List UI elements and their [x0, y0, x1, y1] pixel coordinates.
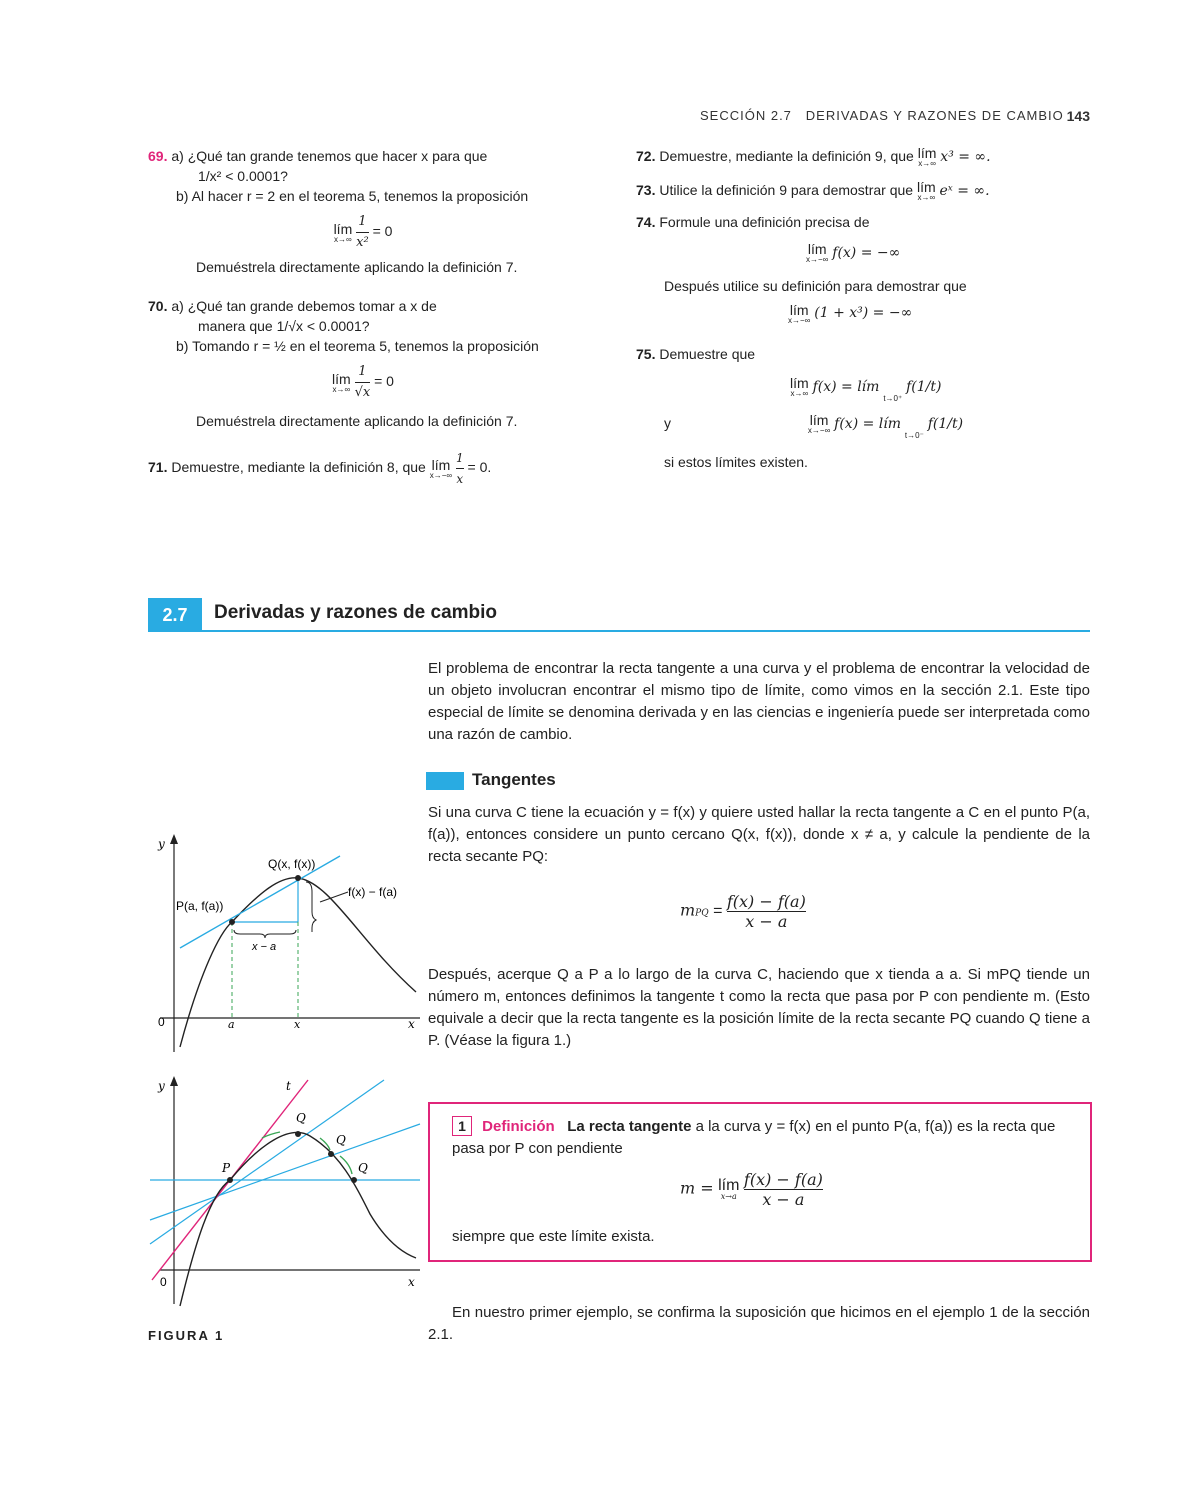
exercise-text: Demuestre, mediante la definición 8, que — [171, 459, 426, 476]
p-label: P — [222, 1161, 231, 1175]
point-p — [227, 1177, 233, 1183]
formula-eq: = 0 — [372, 223, 393, 240]
lim-sub: t→0⁺ — [883, 394, 903, 403]
exercise-number: 71. — [148, 459, 168, 476]
exercise-text: Utilice la definición 9 para demostrar que — [659, 182, 914, 198]
exercise-71 — [148, 448, 578, 489]
formula-expr: x³ = ∞. — [940, 149, 991, 165]
exercise-number: 75. — [636, 346, 656, 362]
lim-sub: x→−∞ — [788, 315, 811, 325]
x-label: x — [408, 1017, 415, 1031]
formula-lhs: m — [680, 900, 696, 920]
page-number: 143 — [1066, 108, 1090, 124]
formula-lhs-sub: PQ — [695, 908, 709, 919]
lim-text: lím — [807, 241, 827, 258]
point-q1 — [295, 1131, 301, 1137]
frac-den: x² — [356, 232, 369, 253]
exercise-number: 73. — [636, 182, 656, 198]
exercise-text: 1/x² < 0.0001? — [198, 168, 288, 184]
exercise-75 — [636, 344, 1090, 472]
exercise-text: b) Tomando r = ½ en el teorema 5, tenemos la proposición — [176, 338, 539, 354]
lim-sub: x→∞ — [918, 159, 936, 169]
exercise-70 — [148, 296, 578, 431]
exercise-text: Demuestre que — [659, 346, 756, 362]
lim-text: lím — [917, 145, 937, 162]
example-paragraph: En nuestro primer ejemplo, se confirma la suposición que hicimos en el ejemplo 1 de la sección 2.1. — [428, 1304, 1090, 1343]
origin-label: 0 — [158, 1015, 165, 1029]
formula — [148, 212, 578, 253]
header-title: DERIVADAS Y RAZONES DE CAMBIO — [805, 108, 1064, 123]
lim-text: lím — [333, 220, 353, 237]
exercise-text: manera que 1/√x < 0.0001? — [198, 318, 370, 334]
q2-label: Q — [336, 1133, 346, 1147]
formula-expr: eˣ = ∞. — [939, 183, 990, 199]
definition-term: La recta tangente — [567, 1118, 692, 1135]
definition-number: 1 — [452, 1116, 472, 1136]
formula-expr: (1 + x³) = −∞ — [814, 305, 913, 322]
point-q2 — [328, 1151, 334, 1157]
lim-sub: x→a — [720, 1191, 737, 1201]
exercise-number: 69. — [148, 148, 168, 164]
frac-num: f(x) − f(a) — [743, 1170, 823, 1189]
definition-box — [428, 1102, 1092, 1262]
lim-text: lím — [916, 179, 936, 196]
secant-slope-formula — [680, 892, 806, 931]
lim-text: lím — [718, 1176, 740, 1194]
secant-line-1 — [150, 1080, 384, 1244]
frac-den: x − a — [727, 911, 806, 931]
a-label: a — [228, 1018, 235, 1031]
t-label: t — [286, 1079, 291, 1093]
exercise-number: 72. — [636, 148, 656, 164]
figure-secant-diagram — [140, 832, 430, 1062]
lim-text: lím — [789, 301, 809, 318]
lim-sub: t→0⁻ — [904, 431, 924, 440]
lim-sub: x→−∞ — [806, 255, 829, 265]
definition-body: a la curva y = f(x) en el punto P(a, f(a)) es la recta que pasa por P con pendiente — [452, 1118, 1056, 1157]
formula — [636, 376, 1090, 403]
point-q — [295, 875, 301, 881]
frac-num: 1 — [358, 214, 367, 229]
subsection-title: Tangentes — [472, 770, 556, 789]
diff-pointer — [320, 892, 348, 902]
secant-line-2 — [150, 1124, 420, 1220]
frac-num: 1 — [358, 364, 367, 379]
y-label: y — [158, 1079, 165, 1093]
lim-sub: x→−∞ — [807, 426, 831, 436]
definition-text — [452, 1116, 1080, 1160]
lim-text: lím — [809, 412, 829, 429]
x-label: x — [408, 1275, 415, 1289]
y-axis-arrow — [170, 1076, 178, 1086]
definition-label: Definición — [482, 1118, 555, 1135]
curve — [180, 1133, 416, 1306]
rise-label: f(x) − f(a) — [348, 885, 398, 899]
lim-text: lím — [790, 375, 809, 392]
formula — [636, 242, 1090, 264]
intro-paragraph: El problema de encontrar la recta tangente a una curva y el problema de encontrar la velocidad de un objeto involucran encontrar el mismo tipo de límite, como vimos en la sección 2.1. Este tipo especial de límite se denomina derivada y en las ciencias e ingeniería puede ser interpretada como una razón de cambio. — [428, 660, 1090, 743]
conjunction: y — [664, 415, 671, 431]
formula-lhs: m = — [680, 1178, 714, 1198]
exercise-72 — [636, 146, 1090, 168]
exercise-74 — [636, 212, 1090, 325]
formula — [636, 302, 1090, 324]
formula-eq: = 0 — [374, 373, 394, 390]
section-number-badge: 2.7 — [148, 598, 202, 632]
lim-sub: x→∞ — [334, 234, 352, 244]
frac-den: x − a — [744, 1189, 823, 1209]
lim-sub: x→∞ — [917, 193, 936, 203]
formula — [636, 413, 1090, 440]
formula-eq: = — [713, 902, 723, 920]
running-header — [700, 108, 1090, 123]
formula — [148, 362, 578, 403]
figure-caption: FIGURA 1 — [148, 1328, 225, 1343]
formula-expr: f(1/t) — [906, 379, 942, 395]
q1-label: Q — [296, 1111, 306, 1125]
definition-formula — [680, 1170, 823, 1209]
rise-brace — [306, 882, 316, 932]
run-label: x − a — [252, 941, 277, 953]
p-label: P(a, f(a)) — [176, 899, 224, 913]
lim-text: lím — [332, 370, 351, 387]
header-section: SECCIÓN 2.7 — [700, 108, 792, 123]
point-q3 — [351, 1177, 357, 1183]
formula-expr: f(x) = lím — [834, 416, 902, 432]
formula-eq: = 0. — [467, 459, 492, 476]
exercise-text: Después utilice su definición para demostrar que — [664, 278, 967, 295]
tangent-paragraph: Si una curva C tiene la ecuación y = f(x) y quiere usted hallar la recta tangente a C en el punto P(a, f(a)), entonces considere un punto cercano Q(x, f(x)), donde x ≠ a, y calcule la pendiente de la recta secante PQ: — [428, 804, 1090, 865]
frac-den: √x — [355, 382, 371, 403]
y-axis-arrow — [170, 834, 178, 844]
q-label: Q(x, f(x)) — [268, 857, 316, 871]
exercise-text: Demuéstrela directamente aplicando la definición 7. — [196, 413, 518, 429]
exercise-text: Demuéstrela directamente aplicando la definición 7. — [196, 259, 518, 275]
section-rule — [148, 630, 1090, 632]
figure-tangent-diagram — [140, 1074, 430, 1314]
exercise-text: Formule una definición precisa de — [659, 214, 870, 230]
formula-expr: f(1/t) — [927, 416, 964, 432]
definition-footnote: siempre que este límite exista. — [452, 1228, 655, 1245]
subsection-marker — [426, 772, 464, 790]
limit-paragraph: Después, acerque Q a P a lo largo de la curva C, haciendo que x tienda a a. Si mPQ tiende un número m, entonces definimos la tangente t como la recta que pasa por P con pendiente m. (Esto equivale a decir que la recta tangente es la posición límite de la recta secante PQ cuando Q tiene a P. (Véase la figura 1.) — [428, 966, 1090, 1049]
exercise-text: si estos límites existen. — [664, 454, 808, 470]
lim-sub: x→∞ — [332, 384, 351, 394]
lim-sub: x→∞ — [790, 389, 809, 399]
run-brace — [234, 930, 296, 938]
point-p — [229, 919, 235, 925]
exercise-text: b) Al hacer r = 2 en el teorema 5, tenemos la proposición — [176, 188, 529, 204]
x-tick-label: x — [294, 1018, 301, 1031]
q3-label: Q — [358, 1161, 368, 1175]
frac-num: f(x) − f(a) — [726, 892, 806, 911]
exercise-69 — [148, 146, 578, 277]
exercise-text: a) ¿Qué tan grande debemos tomar a x de — [171, 298, 437, 314]
lim-text: lím — [431, 456, 451, 473]
frac-num: 1 — [456, 451, 464, 465]
exercise-number: 70. — [148, 298, 168, 314]
formula-expr: f(x) = −∞ — [832, 245, 901, 261]
origin-label: 0 — [160, 1275, 167, 1289]
exercise-text: a) ¿Qué tan grande tenemos que hacer x para que — [171, 148, 488, 164]
formula-expr: f(x) = lím — [812, 379, 880, 395]
frac-den: x — [456, 468, 464, 489]
y-label: y — [158, 837, 165, 851]
exercise-text: Demuestre, mediante la definición 9, que — [659, 148, 914, 164]
exercise-number: 74. — [636, 214, 656, 230]
exercise-73 — [636, 180, 1090, 202]
lim-sub: x→−∞ — [429, 470, 453, 480]
section-title: Derivadas y razones de cambio — [214, 602, 498, 623]
